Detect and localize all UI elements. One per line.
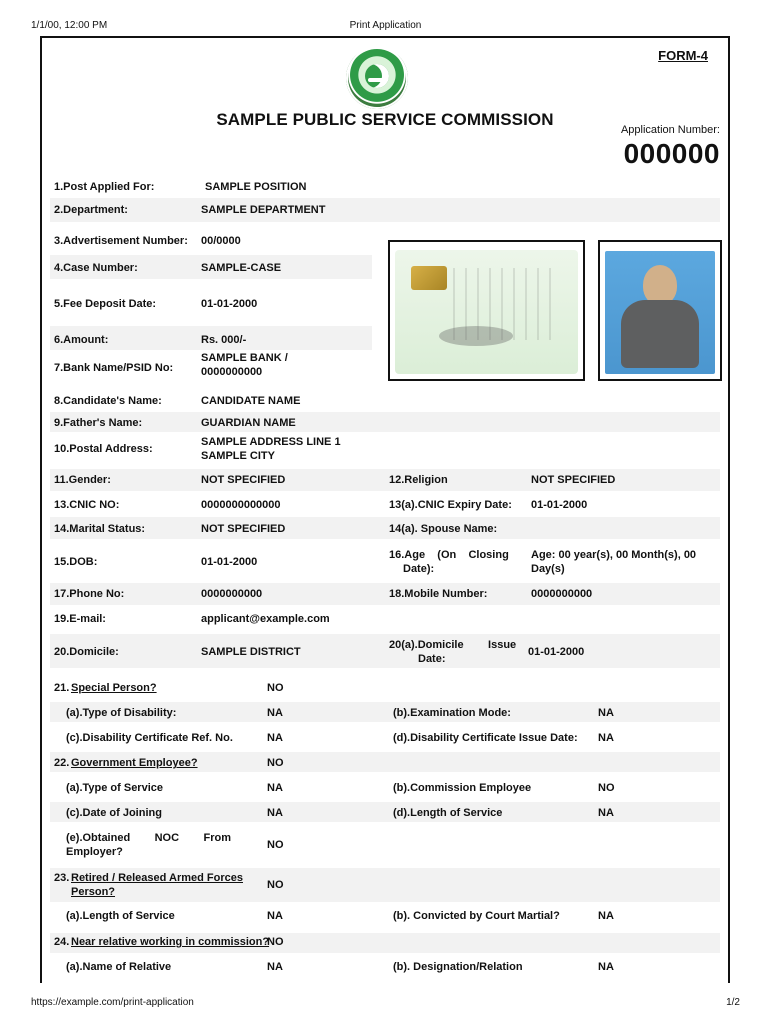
bank-value-line2: 0000000000 bbox=[201, 366, 263, 378]
armed-value: NO bbox=[267, 879, 284, 891]
mobile-label: 18.Mobile Number: bbox=[389, 588, 488, 600]
department-label: 2.Department: bbox=[54, 204, 128, 216]
advertisement-label: 3.Advertisement Number: bbox=[54, 235, 188, 247]
govt-employee-label: Government Employee? bbox=[71, 757, 198, 769]
spouse-label: 14(a). Spouse Name: bbox=[389, 523, 498, 535]
application-number-label: Application Number: bbox=[620, 124, 720, 136]
joining-label: (c).Date of Joining bbox=[66, 807, 162, 819]
case-value: SAMPLE-CASE bbox=[201, 262, 282, 274]
advertisement-value: 00/0000 bbox=[201, 235, 241, 247]
portrait-body bbox=[621, 300, 699, 368]
bank-label: 7.Bank Name/PSID No: bbox=[54, 362, 174, 374]
gender-label: 11.Gender: bbox=[54, 474, 111, 486]
special-person-label: Special Person? bbox=[71, 682, 157, 694]
print-page-title: Print Application bbox=[349, 20, 422, 31]
ppsc-employee-label: (b).Commission Employee bbox=[393, 782, 532, 794]
page-title: SAMPLE PUBLIC SERVICE COMMISSION bbox=[216, 110, 554, 129]
id-document-frame bbox=[388, 240, 585, 381]
row-band-department bbox=[50, 198, 720, 222]
disability-type-value: NA bbox=[267, 707, 283, 719]
row-band-father bbox=[50, 412, 720, 432]
armed-label-line2: Person? bbox=[71, 886, 116, 898]
designation-label: (b). Designation/Relation bbox=[393, 961, 523, 973]
relative-name-value: NA bbox=[267, 961, 283, 973]
service-type-value: NA bbox=[267, 782, 283, 794]
armed-length-label: (a).Length of Service bbox=[66, 910, 175, 922]
portrait-frame bbox=[598, 240, 722, 381]
relative-value: NO bbox=[267, 936, 284, 948]
govt-employee-prefix: 22. bbox=[54, 757, 70, 769]
page-number: 1/2 bbox=[726, 997, 740, 1008]
joining-value: NA bbox=[267, 807, 283, 819]
print-url: https://example.com/print-application bbox=[31, 997, 194, 1008]
application-number: 000000 bbox=[623, 138, 720, 169]
department-value: SAMPLE DEPARTMENT bbox=[201, 204, 326, 216]
designation-value: NA bbox=[598, 961, 614, 973]
relative-prefix: 24. bbox=[54, 936, 70, 948]
amount-value: Rs. 000/- bbox=[201, 334, 247, 346]
special-person-value: NO bbox=[267, 682, 284, 694]
relative-label: Near relative working in commission? bbox=[71, 936, 270, 948]
row-band-domicile bbox=[50, 634, 720, 668]
domicile-issue-label-line1: 20(a).Domicile Issue bbox=[389, 639, 517, 651]
domicile-label: 20.Domicile: bbox=[54, 646, 119, 658]
post-applied-label: 1.Post Applied For: bbox=[54, 181, 155, 193]
postal-value-line2: SAMPLE CITY bbox=[201, 450, 275, 462]
noc-label-line1: (e).Obtained NOC From bbox=[66, 832, 232, 844]
portrait-head bbox=[643, 265, 677, 305]
religion-value: NOT SPECIFIED bbox=[531, 474, 616, 486]
candidate-value: CANDIDATE NAME bbox=[201, 395, 301, 407]
govt-employee-value: NO bbox=[267, 757, 284, 769]
row-band-marital bbox=[50, 517, 720, 539]
service-type-label: (a).Type of Service bbox=[66, 782, 163, 794]
fee-date-value: 01-01-2000 bbox=[201, 298, 258, 310]
court-martial-value: NA bbox=[598, 910, 614, 922]
postal-value-line1: SAMPLE ADDRESS LINE 1 bbox=[201, 436, 341, 448]
age-value-line1: Age: 00 year(s), 00 Month(s), 00 bbox=[531, 549, 697, 561]
postal-label: 10.Postal Address: bbox=[54, 443, 153, 455]
form-code: FORM-4 bbox=[658, 48, 708, 63]
print-date-time: 1/1/00, 12:00 PM bbox=[31, 20, 108, 31]
email-label: 19.E-mail: bbox=[54, 613, 106, 625]
father-label: 9.Father's Name: bbox=[54, 417, 143, 429]
age-value-line2: Day(s) bbox=[531, 563, 565, 575]
age-label-line1: 16.Age (On Closing bbox=[389, 549, 509, 561]
amount-label: 6.Amount: bbox=[54, 334, 109, 346]
disability-ref-value: NA bbox=[267, 732, 283, 744]
post-applied-value: SAMPLE POSITION bbox=[205, 181, 307, 193]
row-band-gender bbox=[50, 469, 720, 491]
phone-value: 0000000000 bbox=[201, 588, 263, 600]
mobile-value: 0000000000 bbox=[531, 588, 593, 600]
bank-value-line1: SAMPLE BANK / bbox=[201, 352, 288, 364]
cnic-label: 13.CNIC NO: bbox=[54, 499, 120, 511]
disability-issue-label: (d).Disability Certificate Issue Date: bbox=[393, 732, 578, 744]
disability-type-label: (a).Type of Disability: bbox=[66, 707, 177, 719]
court-martial-label: (b). Convicted by Court Martial? bbox=[393, 910, 560, 922]
cnic-expiry-value: 01-01-2000 bbox=[531, 499, 588, 511]
armed-label-line1: Retired / Released Armed Forces bbox=[71, 872, 243, 884]
service-length-label: (d).Length of Service bbox=[393, 807, 503, 819]
id-document-lines bbox=[453, 268, 553, 340]
armed-length-value: NA bbox=[267, 910, 283, 922]
noc-label-line2: Employer? bbox=[66, 846, 123, 858]
marital-value: NOT SPECIFIED bbox=[201, 523, 286, 535]
father-value: GUARDIAN NAME bbox=[201, 417, 296, 429]
exam-mode-label: (b).Examination Mode: bbox=[393, 707, 511, 719]
dob-label: 15.DOB: bbox=[54, 556, 98, 568]
disability-ref-label: (c).Disability Certificate Ref. No. bbox=[66, 732, 233, 744]
phone-label: 17.Phone No: bbox=[54, 588, 125, 600]
dob-value: 01-01-2000 bbox=[201, 556, 258, 568]
noc-value: NO bbox=[267, 839, 284, 851]
ppsc-employee-value: NO bbox=[598, 782, 615, 794]
id-document-placeholder bbox=[395, 250, 578, 374]
marital-label: 14.Marital Status: bbox=[54, 523, 146, 535]
domicile-issue-label-line2: Date: bbox=[418, 653, 446, 665]
religion-label: 12.Religion bbox=[389, 474, 448, 486]
portrait-placeholder bbox=[605, 251, 715, 374]
fee-date-label: 5.Fee Deposit Date: bbox=[54, 298, 157, 310]
application-frame bbox=[40, 36, 730, 983]
age-label-line2: Date): bbox=[403, 563, 435, 575]
service-length-value: NA bbox=[598, 807, 614, 819]
gender-value: NOT SPECIFIED bbox=[201, 474, 286, 486]
email-value: applicant@example.com bbox=[201, 613, 330, 625]
cnic-expiry-label: 13(a).CNIC Expiry Date: bbox=[389, 499, 512, 511]
disability-issue-value: NA bbox=[598, 732, 614, 744]
relative-name-label: (a).Name of Relative bbox=[66, 961, 172, 973]
domicile-value: SAMPLE DISTRICT bbox=[201, 646, 301, 658]
row-band-phone bbox=[50, 583, 720, 605]
cnic-value: 0000000000000 bbox=[201, 499, 281, 511]
special-person-prefix: 21. bbox=[54, 682, 70, 694]
candidate-label: 8.Candidate's Name: bbox=[54, 395, 162, 407]
exam-mode-value: NA bbox=[598, 707, 614, 719]
commission-logo-icon bbox=[346, 47, 408, 109]
case-label: 4.Case Number: bbox=[54, 262, 138, 274]
domicile-issue-value: 01-01-2000 bbox=[528, 646, 585, 658]
armed-prefix: 23. bbox=[54, 872, 70, 884]
